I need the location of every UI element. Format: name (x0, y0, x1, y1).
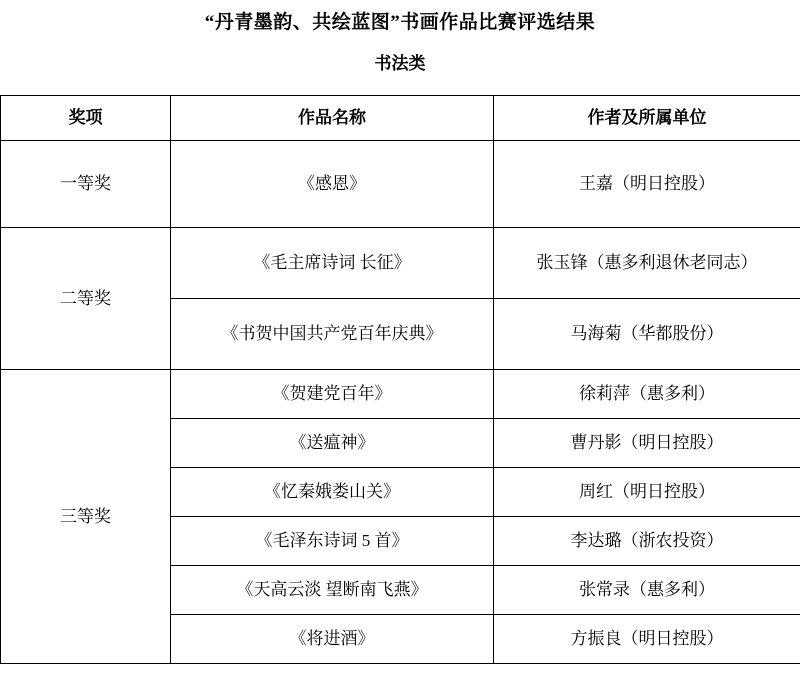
author-unit: 周红（明日控股） (494, 468, 800, 517)
work-title: 《书贺中国共产党百年庆典》 (171, 299, 494, 370)
author-unit: 张玉锋（惠多利退休老同志） (494, 228, 800, 299)
author-unit: 曹丹影（明日控股） (494, 419, 800, 468)
work-title: 《送瘟神》 (171, 419, 494, 468)
table-row (1, 141, 800, 228)
author-unit: 徐莉萍（惠多利） (494, 370, 800, 419)
work-title: 《天高云淡 望断南飞燕》 (171, 566, 494, 615)
author-unit: 张常录（惠多利） (494, 566, 800, 615)
author-unit: 方振良（明日控股） (494, 615, 800, 664)
author-unit: 王嘉（明日控股） (494, 141, 800, 228)
table-row (1, 370, 800, 419)
work-title: 《毛泽东诗词 5 首》 (171, 517, 494, 566)
work-title: 《将进酒》 (171, 615, 494, 664)
table-header-row (1, 96, 800, 141)
award-label-second: 二等奖 (1, 228, 171, 370)
page-subtitle: 书法类 (0, 52, 800, 76)
work-title: 《忆秦娥娄山关》 (171, 468, 494, 517)
work-title: 《贺建党百年》 (171, 370, 494, 419)
table-row (1, 228, 800, 299)
document-page (0, 10, 800, 693)
results-table (0, 95, 800, 664)
work-title: 《感恩》 (171, 141, 494, 228)
column-header-award: 奖项 (1, 96, 171, 141)
column-header-work: 作品名称 (171, 96, 494, 141)
page-title: “丹青墨韵、共绘蓝图”书画作品比赛评选结果 (0, 10, 800, 36)
award-label-third: 三等奖 (1, 370, 171, 664)
column-header-author: 作者及所属单位 (494, 96, 800, 141)
work-title: 《毛主席诗词 长征》 (171, 228, 494, 299)
author-unit: 马海菊（华都股份） (494, 299, 800, 370)
award-label-first: 一等奖 (1, 141, 171, 228)
author-unit: 李达璐（浙农投资） (494, 517, 800, 566)
